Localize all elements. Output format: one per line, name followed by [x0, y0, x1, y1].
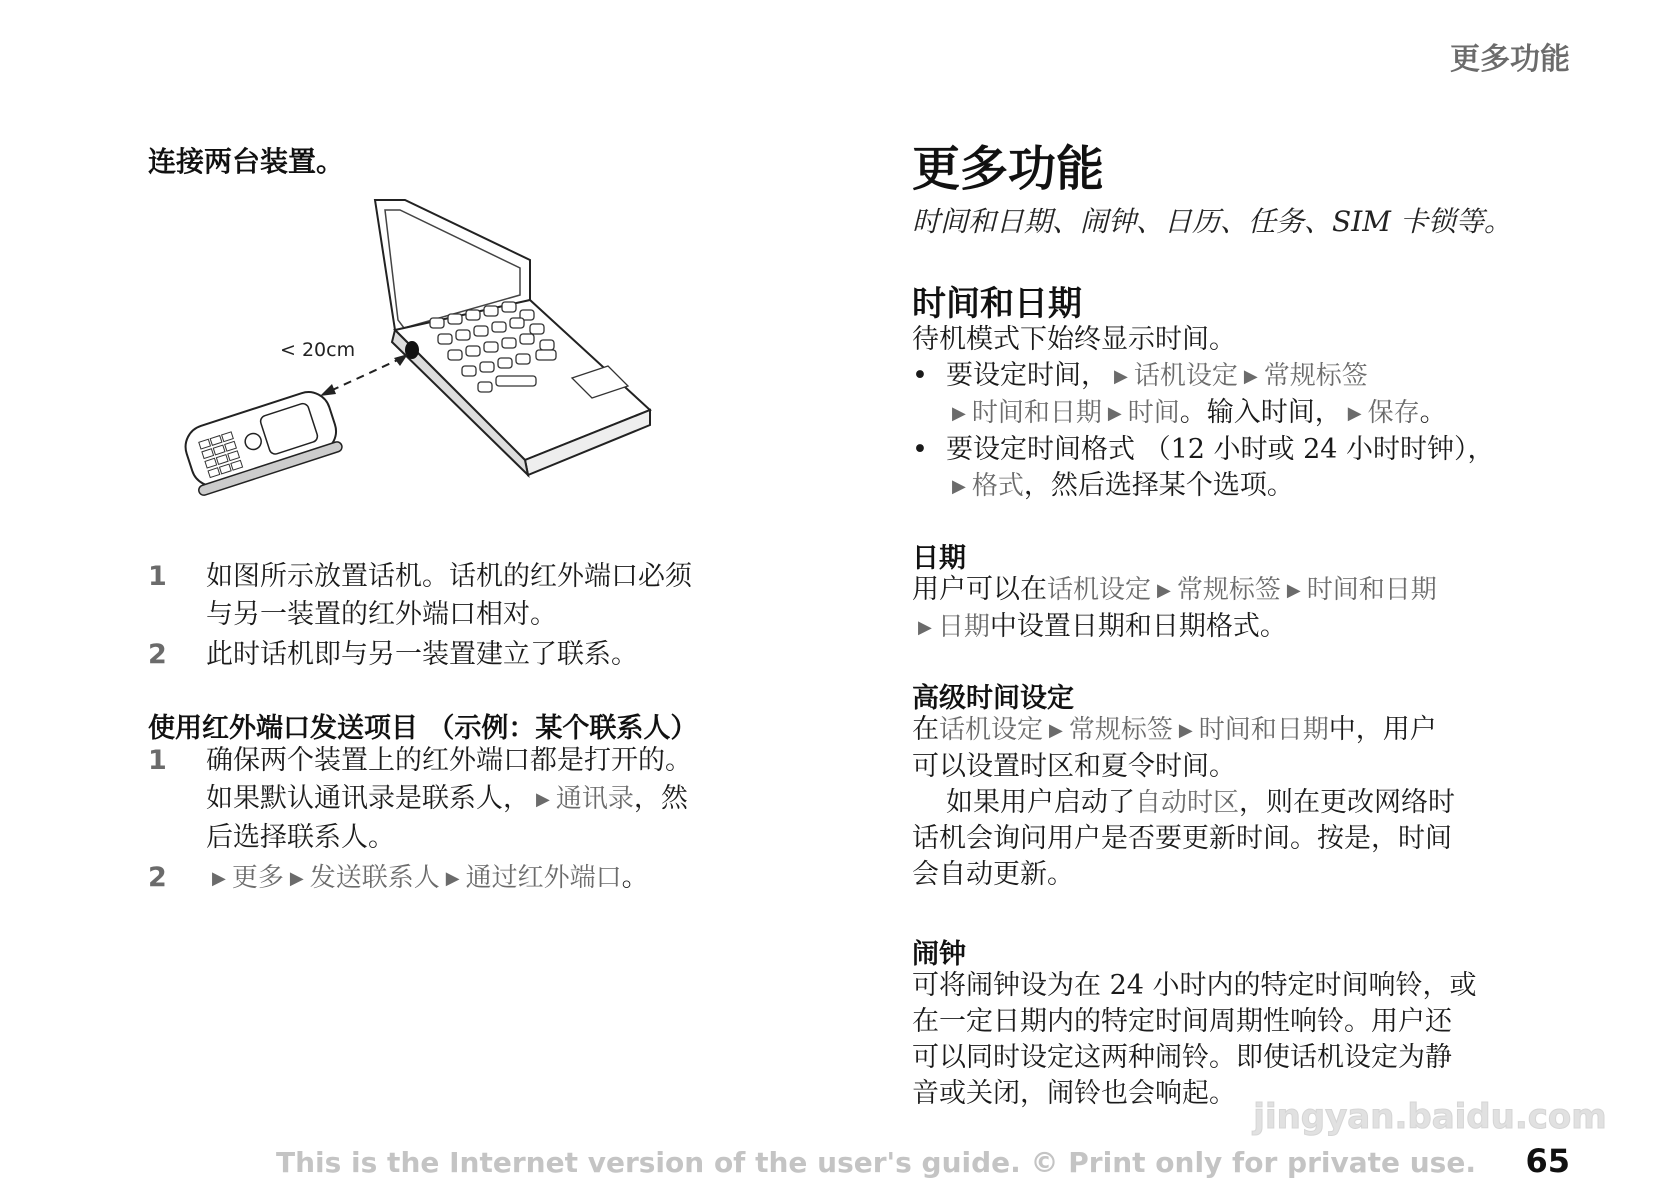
step-text: 确保两个装置上的红外端口都是打开的。: [206, 745, 692, 776]
step-text: ，然: [633, 783, 688, 814]
page-intro: 时间和日期、闹钟、日历、任务、SIM 卡锁等。: [912, 205, 1512, 238]
arrow-icon: ▶: [1243, 366, 1258, 387]
arrow-icon: ▶: [1286, 580, 1301, 601]
setup-step-1: [148, 558, 798, 634]
arrow-icon: ▶: [952, 403, 966, 424]
menu-item: 常规标签: [1176, 575, 1281, 605]
watermark-text: jingyan.baidu.com: [1253, 1097, 1607, 1137]
step-text: 此时话机即与另一装置建立了联系。: [206, 639, 638, 670]
text: 话机会询问用户是否要更新时间。按是，时间: [912, 823, 1452, 854]
baidu-watermark: [1253, 1020, 1607, 1140]
arrow-icon: ▶: [1114, 366, 1128, 387]
text: 会自动更新。: [912, 859, 1074, 890]
menu-item-contacts: 通讯录: [555, 784, 634, 814]
menu-item: 时间: [1127, 398, 1180, 428]
menu-item: 保存: [1367, 398, 1420, 428]
menu-item-send-contact: 发送联系人: [309, 863, 440, 893]
arrow-icon: ▶: [289, 868, 304, 889]
bullet: •: [912, 434, 928, 465]
text: 中，用户: [1328, 714, 1437, 745]
distance-label: < 20cm: [280, 339, 356, 361]
laptop-phone-illustration: [180, 200, 720, 520]
page-title: 更多功能: [912, 141, 1105, 197]
menu-item-more: 更多: [231, 863, 284, 893]
text: 可以设置时区和夏令时间。: [912, 751, 1236, 782]
send-step-2: [148, 859, 798, 898]
arrow-icon: ▶: [1178, 720, 1193, 741]
step-text: 。: [621, 862, 649, 893]
running-header: 更多功能: [1450, 42, 1570, 77]
arrow-icon: ▶: [1049, 720, 1063, 741]
menu-item: 格式: [971, 471, 1024, 501]
text: 。输入时间，: [1179, 397, 1342, 428]
arrow-icon: ▶: [445, 868, 460, 889]
menu-item: 自动时区: [1135, 788, 1240, 818]
connect-heading: 连接两台装置。: [148, 145, 345, 178]
advanced-time-heading: 高级时间设定: [912, 683, 1074, 714]
text: 。: [1419, 397, 1447, 428]
send-steps: [148, 742, 798, 900]
text: 中设置日期和日期格式。: [989, 611, 1287, 642]
page-number: 65: [1525, 1142, 1570, 1180]
menu-item: 话机设定: [939, 715, 1044, 745]
menu-item: 常规标签: [1263, 361, 1368, 391]
step-text: 后选择联系人。: [206, 822, 395, 853]
paragraph: 待机模式下始终显示时间。: [912, 324, 1236, 355]
text: ，然后选择某个选项。: [1023, 470, 1294, 501]
bullet: •: [912, 360, 928, 391]
menu-item: 话机设定: [1047, 575, 1152, 605]
time-date-heading: 时间和日期: [912, 284, 1082, 324]
text: 可以同时设定这两种闹铃。即使话机设定为静: [912, 1042, 1452, 1073]
arrow-icon: ▶: [1157, 580, 1171, 601]
text: 在一定日期内的特定时间周期性响铃。用户还: [912, 1006, 1452, 1037]
arrow-icon: ▶: [1347, 403, 1362, 424]
list-item: [912, 358, 1572, 432]
send-step-1: [148, 742, 798, 857]
setup-steps: [148, 558, 798, 676]
text: 要设定时间格式 （12 小时或 24 小时时钟），: [946, 434, 1495, 465]
text: 如果用户启动了: [946, 787, 1135, 818]
menu-item-via-infrared: 通过红外端口: [465, 863, 622, 893]
menu-item: 常规标签: [1068, 715, 1173, 745]
text: 在: [912, 714, 939, 745]
menu-item: 时间和日期: [971, 398, 1102, 428]
step-text: 如图所示放置话机。话机的红外端口必须: [206, 561, 692, 592]
text: 音或关闭，闹铃也会响起。: [912, 1078, 1236, 1109]
arrow-icon: ▶: [1107, 403, 1122, 424]
arrow-icon: ▶: [952, 476, 966, 497]
step-text: 如果默认通讯录是联系人，: [206, 783, 530, 814]
text: 要设定时间，: [946, 360, 1108, 391]
text: ，则在更改网络时: [1239, 787, 1456, 818]
send-heading: 使用红外端口发送项目 （示例：某个联系人）: [148, 713, 698, 744]
menu-item: 日期: [937, 612, 990, 642]
step-number: 1: [148, 561, 167, 592]
infrared-figure: [180, 200, 720, 520]
date-section: [912, 572, 1572, 646]
step-text: 与另一装置的红外端口相对。: [206, 599, 557, 630]
menu-item: 时间和日期: [1198, 715, 1329, 745]
menu-item: 时间和日期: [1306, 575, 1437, 605]
list-item: [912, 432, 1572, 505]
step-number: 1: [148, 745, 167, 776]
arrow-icon: ▶: [536, 789, 550, 810]
arrow-icon: ▶: [212, 868, 226, 889]
footer-notice: This is the Internet version of the user's guide. © Print only for private use.: [276, 1146, 1476, 1179]
text: 可将闹钟设为在 24 小时内的特定时间响铃，或: [912, 970, 1477, 1001]
text: 用户可以在: [912, 574, 1047, 605]
time-date-section: [912, 322, 1572, 505]
arrow-icon: ▶: [918, 617, 932, 638]
advanced-time-section: [912, 712, 1572, 893]
step-number: 2: [148, 862, 167, 893]
date-heading: 日期: [912, 543, 966, 574]
alarm-heading: 闹钟: [912, 939, 966, 970]
step-number: 2: [148, 639, 167, 670]
menu-item: 话机设定: [1133, 361, 1238, 391]
setup-step-2: [148, 636, 798, 674]
